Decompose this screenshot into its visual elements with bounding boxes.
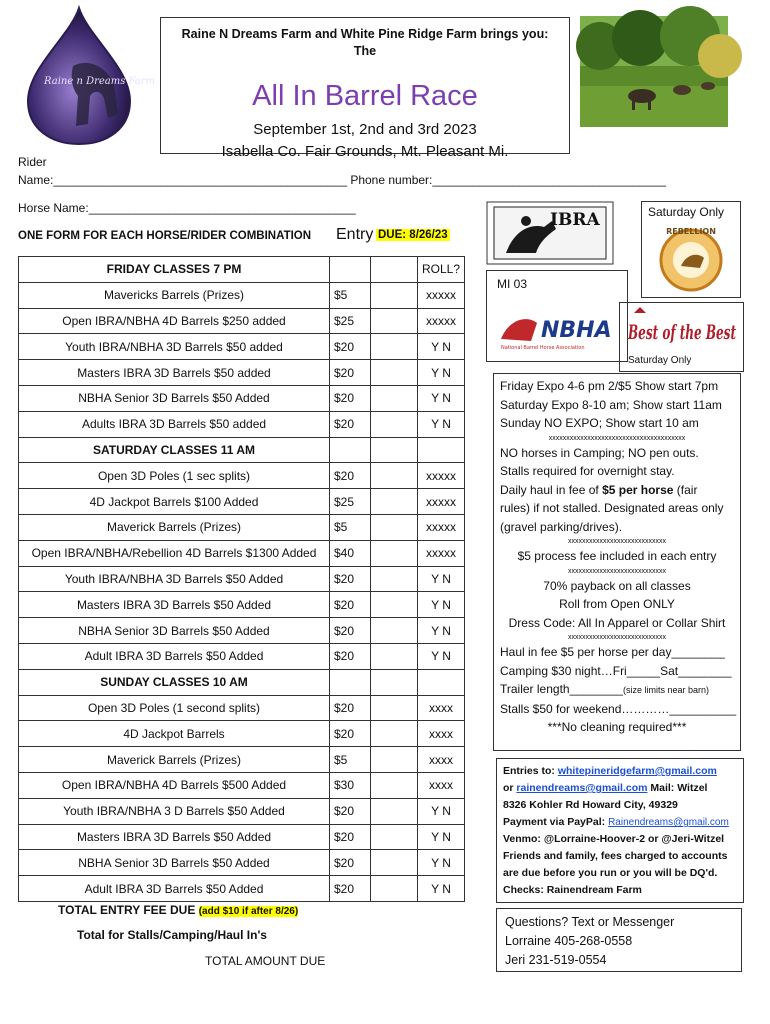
entry-check-cell[interactable]	[371, 411, 418, 437]
entry-fee: $25	[330, 308, 371, 334]
name-phone-field[interactable]: Name:____________________________________________ Phone number:___________________________________	[18, 173, 666, 187]
class-row	[19, 798, 465, 824]
rebellion-box	[641, 201, 741, 298]
due-date: DUE: 8/26/23	[378, 229, 448, 241]
intro-line-2: The	[353, 44, 377, 58]
entry-check-cell[interactable]	[371, 592, 418, 618]
roll-cell[interactable]: Y N	[418, 360, 465, 386]
roll-cell[interactable]: Y N	[418, 876, 465, 902]
friends-note-1: Friends and family, fees charged to accounts	[503, 850, 728, 862]
email-link-2[interactable]: rainendreams@gmail.com	[516, 782, 648, 794]
entry-check-cell[interactable]	[371, 566, 418, 592]
classes-table	[18, 256, 465, 902]
ibra-logo	[486, 201, 614, 265]
entries-line-2	[503, 780, 737, 797]
separator: xxxxxxxxxxxxxxxxxxxxxxxxxxxx	[568, 538, 666, 545]
rebellion-logo	[648, 222, 734, 294]
day-header-row	[19, 437, 465, 463]
event-title: All In Barrel Race	[252, 80, 478, 112]
roll-cell[interactable]: Y N	[418, 824, 465, 850]
roll-cell[interactable]: Y N	[418, 592, 465, 618]
day-header-row	[19, 257, 465, 283]
or-text: or	[503, 782, 517, 794]
class-name: Youth IBRA/NBHA 3D Barrels $50 added	[19, 334, 330, 360]
trailer-note: (size limits near barn)	[622, 685, 710, 695]
class-row	[19, 721, 465, 747]
class-name: NBHA Senior 3D Barrels $50 Added	[19, 850, 330, 876]
ibra-text: IBRA	[550, 210, 600, 230]
jeri-phone: Jeri 231-519-0554	[505, 953, 607, 967]
haul-pre: Daily haul in fee of	[500, 482, 603, 497]
email-link-1[interactable]: whitepineridgefarm@gmail.com	[557, 765, 717, 777]
day-header: SUNDAY CLASSES 10 AM	[19, 669, 330, 695]
class-row	[19, 385, 465, 411]
separator: xxxxxxxxxxxxxxxxxxxxxxxxxxxx	[568, 567, 666, 575]
entry-fee: $5	[330, 514, 371, 540]
checks-line: Checks: Rainendream Farm	[503, 884, 642, 896]
entry-check-cell[interactable]	[371, 643, 418, 669]
haul-rule-2: rules) if not stalled. Designated areas only	[500, 501, 724, 515]
entry-check-cell[interactable]	[371, 850, 418, 876]
best-text: Best of the Best	[627, 320, 737, 344]
paypal-label: Payment via PayPal:	[503, 816, 609, 828]
entry-check-cell[interactable]	[371, 385, 418, 411]
class-row	[19, 463, 465, 489]
class-row	[19, 695, 465, 721]
payback: 70% payback on all classes	[543, 578, 691, 593]
entry-check-cell[interactable]	[371, 721, 418, 747]
class-name: Maverick Barrels (Prizes)	[19, 747, 330, 773]
roll-cell[interactable]: xxxx	[418, 721, 465, 747]
class-row	[19, 540, 465, 566]
entry-fee: $20	[330, 360, 371, 386]
questions-title: Questions? Text or Messenger	[505, 915, 675, 929]
roll-cell[interactable]: xxxxx	[418, 489, 465, 515]
entry-check-cell[interactable]	[371, 334, 418, 360]
class-row	[19, 824, 465, 850]
class-row	[19, 282, 465, 308]
day-header: FRIDAY CLASSES 7 PM	[19, 257, 330, 283]
roll-cell[interactable]	[418, 669, 465, 695]
trailer-text: Trailer length________	[500, 682, 623, 696]
entry-fee	[330, 437, 371, 463]
roll-cell[interactable]: Y N	[418, 334, 465, 360]
roll-cell[interactable]: Y N	[418, 643, 465, 669]
roll-cell[interactable]: xxxxx	[418, 540, 465, 566]
entry-check-cell[interactable]	[371, 618, 418, 644]
nbha-text: NBHA	[541, 318, 612, 343]
event-location: Isabella Co. Fair Grounds, Mt. Pleasant Mi.	[221, 143, 509, 160]
entry-check-cell[interactable]	[371, 669, 418, 695]
process-fee: $5 process fee included in each entry	[517, 549, 717, 563]
entries-line-1	[503, 763, 737, 780]
intro-line-1: Raine N Dreams Farm and White Pine Ridge Farm brings you:	[181, 27, 549, 41]
roll-cell[interactable]: Y N	[418, 798, 465, 824]
entry-fee: $20	[330, 618, 371, 644]
entry-fee: $20	[330, 592, 371, 618]
entry-fee: $20	[330, 643, 371, 669]
total-entry-text: TOTAL ENTRY FEE DUE	[58, 903, 196, 917]
stalls-fee-field[interactable]: Stalls $50 for weekend…………__________	[500, 701, 737, 716]
saturday-only-top: Saturday Only	[648, 205, 725, 219]
separator: xxxxxxxxxxxxxxxxxxxxxxxxxxxx	[568, 634, 666, 641]
entry-fee: $20	[330, 566, 371, 592]
roll-cell[interactable]: xxxxx	[418, 308, 465, 334]
entry-fee: $20	[330, 798, 371, 824]
entry-fee: $20	[330, 876, 371, 902]
entry-check-cell[interactable]	[371, 747, 418, 773]
header-intro	[161, 26, 569, 60]
class-name: Maverick Barrels (Prizes)	[19, 514, 330, 540]
class-name: 4D Jackpot Barrels	[19, 721, 330, 747]
roll-cell[interactable]: Y N	[418, 385, 465, 411]
no-cleaning-note: ***No cleaning required***	[547, 720, 687, 734]
entry-fee: $20	[330, 463, 371, 489]
entry-fee: $20	[330, 385, 371, 411]
roll-cell[interactable]: Y N	[418, 566, 465, 592]
entry-check-cell[interactable]	[371, 463, 418, 489]
entry-check-cell[interactable]	[371, 695, 418, 721]
one-form-note: ONE FORM FOR EACH HORSE/RIDER COMBINATION	[18, 230, 312, 242]
nbha-subtitle: National Barrel Horse Association	[501, 345, 585, 351]
roll-cell[interactable]: xxxx	[418, 747, 465, 773]
roll-cell[interactable]: ROLL?	[418, 257, 465, 283]
mail-label: Mail: Witzel	[647, 782, 708, 794]
haul-post: (fair	[673, 482, 698, 497]
entry-check-cell[interactable]	[371, 257, 418, 283]
entry-label: Entry	[336, 226, 374, 243]
roll-cell[interactable]: xxxxx	[418, 282, 465, 308]
entry-fee	[330, 257, 371, 283]
class-name: NBHA Senior 3D Barrels $50 Added	[19, 385, 330, 411]
class-row	[19, 772, 465, 798]
horse-name-field[interactable]: Horse Name:________________________________________	[18, 201, 356, 215]
questions-box	[496, 908, 742, 972]
roll-cell[interactable]: xxxxx	[418, 463, 465, 489]
day-header: SATURDAY CLASSES 11 AM	[19, 437, 330, 463]
best-of-best-logo	[626, 307, 738, 351]
roll-cell[interactable]: xxxx	[418, 695, 465, 721]
entry-fee: $40	[330, 540, 371, 566]
event-header	[160, 17, 570, 160]
class-name: Youth IBRA/NBHA 3D Barrels $50 Added	[19, 566, 330, 592]
entry-check-cell[interactable]	[371, 308, 418, 334]
sunday-expo: Sunday NO EXPO; Show start 10 am	[500, 416, 699, 430]
class-name: Adult IBRA 3D Barrels $50 Added	[19, 643, 330, 669]
event-info-box	[493, 373, 741, 751]
entry-check-cell[interactable]	[371, 772, 418, 798]
day-header-row	[19, 669, 465, 695]
paypal-line	[503, 814, 737, 831]
friday-expo: Friday Expo 4-6 pm 2/$5 Show start 7pm	[500, 379, 719, 393]
event-dates: September 1st, 2nd and 3rd 2023	[253, 121, 477, 138]
class-name: Open IBRA/NBHA 4D Barrels $250 added	[19, 308, 330, 334]
haul-bold: $5 per horse	[602, 482, 674, 497]
entry-check-cell[interactable]	[371, 876, 418, 902]
entry-fee: $20	[330, 850, 371, 876]
entry-check-cell[interactable]	[371, 824, 418, 850]
separator: xxxxxxxxxxxxxxxxxxxxxxxxxxxxxxxxxxxxxxx	[548, 434, 686, 442]
class-row	[19, 489, 465, 515]
haul-fee-field[interactable]: Haul in fee $5 per horse per day________	[500, 645, 725, 659]
rebellion-text: REBELLION	[666, 227, 716, 236]
entry-fee: $20	[330, 411, 371, 437]
nbha-logo	[497, 309, 617, 353]
class-row	[19, 360, 465, 386]
friends-note-2: are due before you run or you will be DQ'd.	[503, 867, 718, 879]
class-name: Open IBRA/NBHA/Rebellion 4D Barrels $1300 Added	[19, 540, 330, 566]
entry-check-cell[interactable]	[371, 437, 418, 463]
class-name: NBHA Senior 3D Barrels $50 Added	[19, 618, 330, 644]
entry-check-cell[interactable]	[371, 489, 418, 515]
camping-rule: NO horses in Camping; NO pen outs.	[500, 445, 699, 460]
entry-fee	[330, 669, 371, 695]
entry-fee: $5	[330, 747, 371, 773]
class-name: Masters IBRA 3D Barrels $50 Added	[19, 824, 330, 850]
entry-check-cell[interactable]	[371, 540, 418, 566]
roll-cell[interactable]: xxxxx	[418, 514, 465, 540]
venmo-line: Venmo: @Lorraine-Hoover-2 or @Jeri-Witzel	[503, 833, 725, 845]
camping-fee-field[interactable]: Camping $30 night…Fri_____Sat________	[500, 663, 732, 678]
entry-check-cell[interactable]	[371, 514, 418, 540]
class-row	[19, 747, 465, 773]
entry-check-cell[interactable]	[371, 798, 418, 824]
nbha-box	[486, 270, 628, 362]
trailer-length-field[interactable]	[500, 680, 734, 700]
roll-cell[interactable]: xxxx	[418, 772, 465, 798]
late-fee-note: (add $10 if after 8/26)	[198, 906, 299, 917]
total-entry-label	[58, 903, 298, 917]
entry-fee: $25	[330, 489, 371, 515]
horses-photo	[580, 16, 728, 127]
class-row	[19, 514, 465, 540]
logo-text: Raine n Dreams Farm	[44, 76, 156, 87]
class-name: Open 3D Poles (1 second splits)	[19, 695, 330, 721]
rider-label: Rider	[18, 155, 47, 169]
class-row	[19, 592, 465, 618]
lorraine-phone: Lorraine 405-268-0558	[505, 934, 633, 948]
roll-cell[interactable]: Y N	[418, 411, 465, 437]
entry-fee: $20	[330, 824, 371, 850]
class-row	[19, 334, 465, 360]
stalls-rule: Stalls required for overnight stay.	[500, 464, 675, 478]
haul-rule	[500, 481, 734, 500]
entry-check-cell[interactable]	[371, 282, 418, 308]
class-row	[19, 643, 465, 669]
saturday-expo: Saturday Expo 8-10 am; Show start 11am	[500, 397, 722, 412]
class-name: 4D Jackpot Barrels $100 Added	[19, 489, 330, 515]
entry-fee: $20	[330, 334, 371, 360]
class-name: Adult IBRA 3D Barrels $50 Added	[19, 876, 330, 902]
roll-rule: Roll from Open ONLY	[559, 597, 675, 611]
class-name: Masters IBRA 3D Barrels $50 added	[19, 360, 330, 386]
class-name: Open 3D Poles (1 sec splits)	[19, 463, 330, 489]
class-row	[19, 308, 465, 334]
class-row	[19, 411, 465, 437]
dress-code: Dress Code: All In Apparel or Collar Shirt	[508, 615, 726, 630]
class-name: Open IBRA/NBHA 4D Barrels $500 Added	[19, 772, 330, 798]
mi03-label: MI 03	[497, 277, 528, 291]
farm-logo	[18, 6, 156, 146]
class-row	[19, 566, 465, 592]
entry-fee: $5	[330, 282, 371, 308]
class-name: Adults IBRA 3D Barrels $50 added	[19, 411, 330, 437]
class-row	[19, 876, 465, 902]
class-name: Masters IBRA 3D Barrels $50 Added	[19, 592, 330, 618]
class-name: Youth IBRA/NBHA 3 D Barrels $50 Added	[19, 798, 330, 824]
total-stalls-label: Total for Stalls/Camping/Haul In's	[77, 928, 267, 942]
roll-cell[interactable]: Y N	[418, 618, 465, 644]
class-row	[19, 618, 465, 644]
paypal-link[interactable]: Rainendreams@gmail.com	[608, 817, 729, 828]
class-row	[19, 850, 465, 876]
entry-check-cell[interactable]	[371, 360, 418, 386]
total-amount-label: TOTAL AMOUNT DUE	[205, 954, 326, 968]
roll-cell[interactable]	[418, 437, 465, 463]
entry-fee: $20	[330, 721, 371, 747]
mailing-address: 8326 Kohler Rd Howard City, 49329	[503, 799, 678, 811]
roll-cell[interactable]: Y N	[418, 850, 465, 876]
saturday-only-bottom: Saturday Only	[628, 355, 692, 366]
entry-fee: $20	[330, 695, 371, 721]
best-of-best-box	[619, 302, 744, 372]
entries-box	[496, 758, 744, 903]
haul-rule-3: (gravel parking/drives).	[500, 519, 623, 534]
class-name: Mavericks Barrels (Prizes)	[19, 282, 330, 308]
entry-fee: $30	[330, 772, 371, 798]
entries-to-label: Entries to:	[503, 765, 558, 777]
